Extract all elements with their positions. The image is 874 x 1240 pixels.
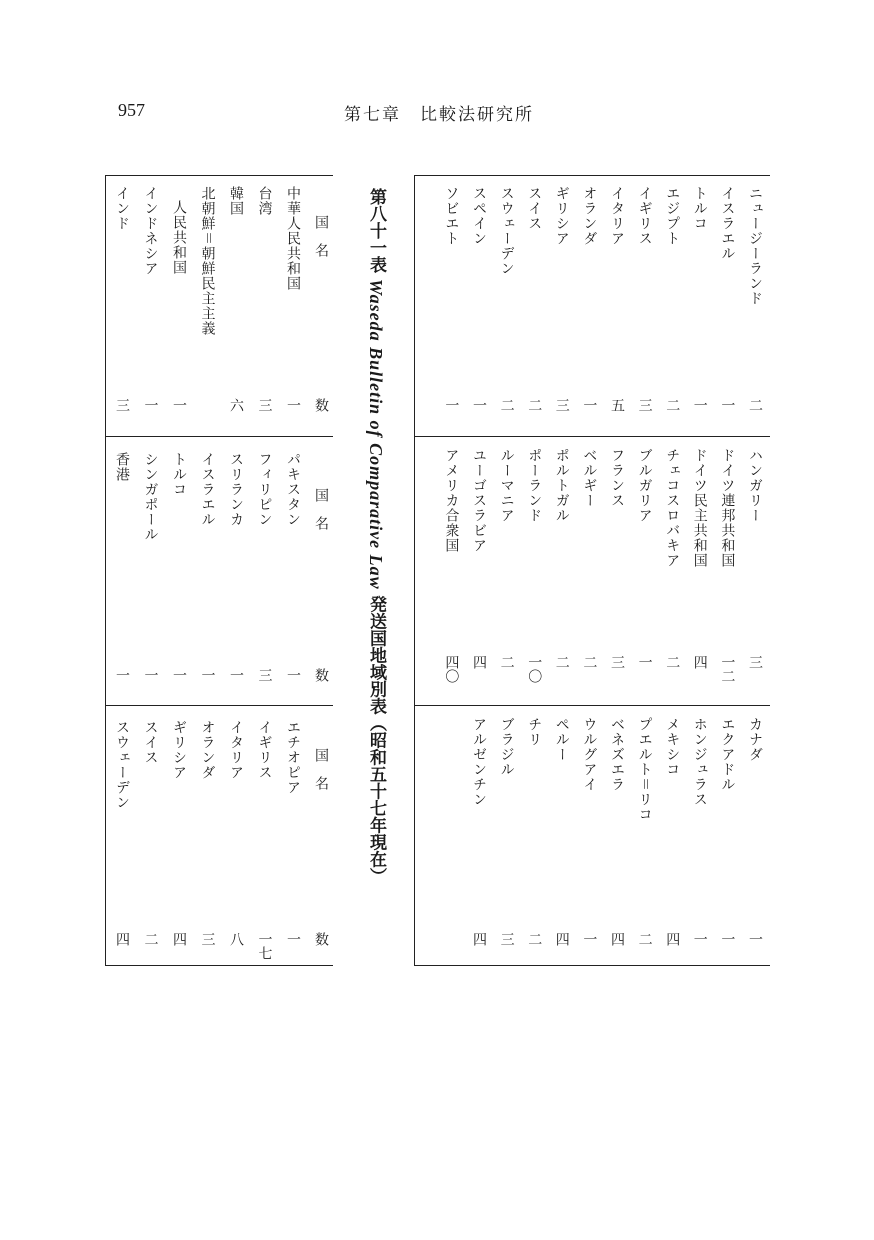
country-count: 四 — [114, 932, 130, 946]
country-name: チェコスロバキア — [664, 448, 681, 568]
country-name: イタリア — [228, 720, 244, 780]
lower-block-divider-2 — [105, 705, 333, 706]
country-count: 四 — [553, 932, 570, 946]
country-count: 二 — [553, 655, 570, 669]
lower-bottom-rule — [105, 965, 333, 966]
country-count: 一 — [285, 398, 301, 412]
country-count: 一 — [581, 398, 598, 412]
country-name: ブルガリア — [636, 448, 653, 523]
upper-bottom-rule — [414, 965, 770, 966]
header-country-1: 国 名 — [313, 215, 329, 257]
country-count: 一 — [228, 668, 244, 682]
country-name: パキスタン — [285, 452, 301, 527]
country-count: 二 — [498, 655, 515, 669]
country-name: エジプト — [664, 186, 681, 246]
country-name: プエルト＝リコ — [636, 717, 653, 822]
country-count: 四〇 — [443, 655, 460, 683]
country-count: 三 — [498, 932, 515, 946]
table-title-english: Waseda Bulletin of Comparative Law — [366, 278, 386, 590]
country-count: 三 — [636, 398, 653, 412]
country-name: ドイツ連邦共和国 — [719, 448, 736, 568]
country-name: トルコ — [171, 452, 187, 497]
country-count: 一 — [171, 668, 187, 682]
country-name: シンガポール — [142, 452, 159, 542]
country-name: イギリス — [256, 720, 273, 780]
country-count: 四 — [691, 655, 708, 669]
country-name: 香港 — [114, 452, 130, 482]
country-count: 一 — [636, 655, 653, 669]
country-count: 二 — [664, 655, 681, 669]
country-name: オランダ — [199, 720, 216, 780]
country-count: 一 — [171, 398, 187, 412]
country-name: 中華人民共和国 — [285, 186, 301, 291]
chapter-title: 第七章 比較法研究所 — [344, 105, 534, 125]
country-count: 二 — [747, 398, 763, 412]
header-country-2: 国 名 — [313, 488, 329, 530]
country-count: 一 — [691, 932, 708, 946]
country-name: アルゼンチン — [471, 717, 487, 807]
country-count: 四 — [609, 932, 625, 946]
country-name: ベルギー — [581, 448, 598, 508]
country-count: 一〇 — [526, 655, 543, 683]
country-count: 四 — [471, 932, 487, 946]
table-title-suffix: 発送国地域別表（昭和五十七年現在） — [366, 595, 386, 885]
country-name: ペルー — [553, 717, 570, 762]
country-name: カナダ — [747, 717, 763, 762]
country-name: スペイン — [471, 186, 487, 246]
country-name: インド — [114, 186, 130, 231]
country-count: 四 — [171, 932, 187, 946]
country-name: 人民共和国 — [171, 200, 187, 275]
country-name: フランス — [609, 448, 625, 508]
header-count-2: 数 — [313, 668, 329, 682]
country-name: 北朝鮮＝朝鮮民主主義 — [199, 186, 216, 336]
country-name: トルコ — [691, 186, 708, 231]
country-name: 台湾 — [256, 186, 273, 216]
country-name: エクアドル — [719, 717, 736, 792]
country-count: 四 — [664, 932, 681, 946]
country-name: ホンジュラス — [691, 717, 708, 807]
country-count: 一七 — [256, 932, 273, 960]
country-name: イスラエル — [719, 186, 736, 261]
country-count: 二 — [526, 932, 543, 946]
country-count: 二 — [581, 655, 598, 669]
country-name: エチオピア — [285, 720, 301, 795]
country-name: オランダ — [581, 186, 598, 246]
country-name: イギリス — [636, 186, 653, 246]
country-name: ニュージーランド — [747, 186, 763, 306]
country-name: ポーランド — [526, 448, 543, 523]
country-name: ユーゴスラビア — [471, 448, 487, 553]
country-name: スイス — [142, 720, 159, 765]
country-count: 二 — [636, 932, 653, 946]
upper-top-rule — [414, 175, 770, 176]
country-count: 二 — [526, 398, 543, 412]
country-count: 三 — [553, 398, 570, 412]
country-count: 一 — [285, 668, 301, 682]
country-count: 八 — [228, 932, 244, 946]
lower-block-divider-1 — [105, 436, 333, 437]
country-count: 四 — [471, 655, 487, 669]
country-count: 一 — [471, 398, 487, 412]
country-count: 三 — [256, 398, 273, 412]
country-count: 三 — [609, 655, 625, 669]
country-count: 三 — [199, 932, 216, 946]
country-count: 二 — [142, 932, 159, 946]
country-name: 韓国 — [228, 186, 244, 216]
country-count: 三 — [114, 398, 130, 412]
header-count-1: 数 — [313, 398, 329, 412]
country-count: 三 — [256, 668, 273, 682]
lower-top-rule — [105, 175, 333, 176]
table-title — [356, 188, 396, 918]
country-name: スウェーデン — [114, 720, 130, 810]
country-count: 一 — [719, 398, 736, 412]
country-count: 三 — [747, 655, 763, 669]
country-count: 一 — [691, 398, 708, 412]
country-name: ソビエト — [443, 186, 460, 246]
country-name: ドイツ民主共和国 — [691, 448, 708, 568]
country-name: イスラエル — [199, 452, 216, 527]
country-count: 六 — [228, 398, 244, 412]
page-number: 957 — [118, 100, 145, 120]
country-name: インドネシア — [142, 186, 159, 276]
country-name: ハンガリー — [747, 448, 763, 523]
country-name: ベネズエラ — [609, 717, 625, 792]
lower-table-left-border — [105, 175, 106, 965]
country-count: 一 — [285, 932, 301, 946]
country-count: 一 — [142, 398, 159, 412]
country-name: ギリシア — [553, 186, 570, 246]
country-name: スリランカ — [228, 452, 244, 527]
country-name: スイス — [526, 186, 543, 231]
upper-table-left-border — [414, 175, 415, 965]
country-name: ギリシア — [171, 720, 187, 780]
country-name: ルーマニア — [498, 448, 515, 523]
country-name: ブラジル — [498, 717, 515, 777]
country-name: ポルトガル — [553, 448, 570, 523]
country-count: 一 — [581, 932, 598, 946]
country-count: 五 — [609, 398, 625, 412]
country-count: 二 — [498, 398, 515, 412]
country-name: スウェーデン — [498, 186, 515, 276]
country-count: 一 — [443, 398, 460, 412]
country-count: 二 — [664, 398, 681, 412]
table-title-prefix: 第八十一表 — [366, 188, 386, 273]
country-name: ウルグアイ — [581, 717, 598, 792]
country-count: 一二 — [719, 655, 736, 683]
country-name: フィリピン — [256, 452, 273, 527]
country-count: 一 — [747, 932, 763, 946]
country-name: メキシコ — [664, 717, 681, 777]
country-count: 一 — [114, 668, 130, 682]
header-country-3: 国 名 — [313, 748, 329, 790]
country-name: チリ — [526, 717, 543, 747]
upper-block-divider-2 — [414, 705, 770, 706]
country-name: アメリカ合衆国 — [443, 448, 460, 553]
upper-block-divider-1 — [414, 436, 770, 437]
country-name: イタリア — [609, 186, 625, 246]
header-count-3: 数 — [313, 932, 329, 946]
country-count: 一 — [199, 668, 216, 682]
country-count: 一 — [719, 932, 736, 946]
country-count: 一 — [142, 668, 159, 682]
